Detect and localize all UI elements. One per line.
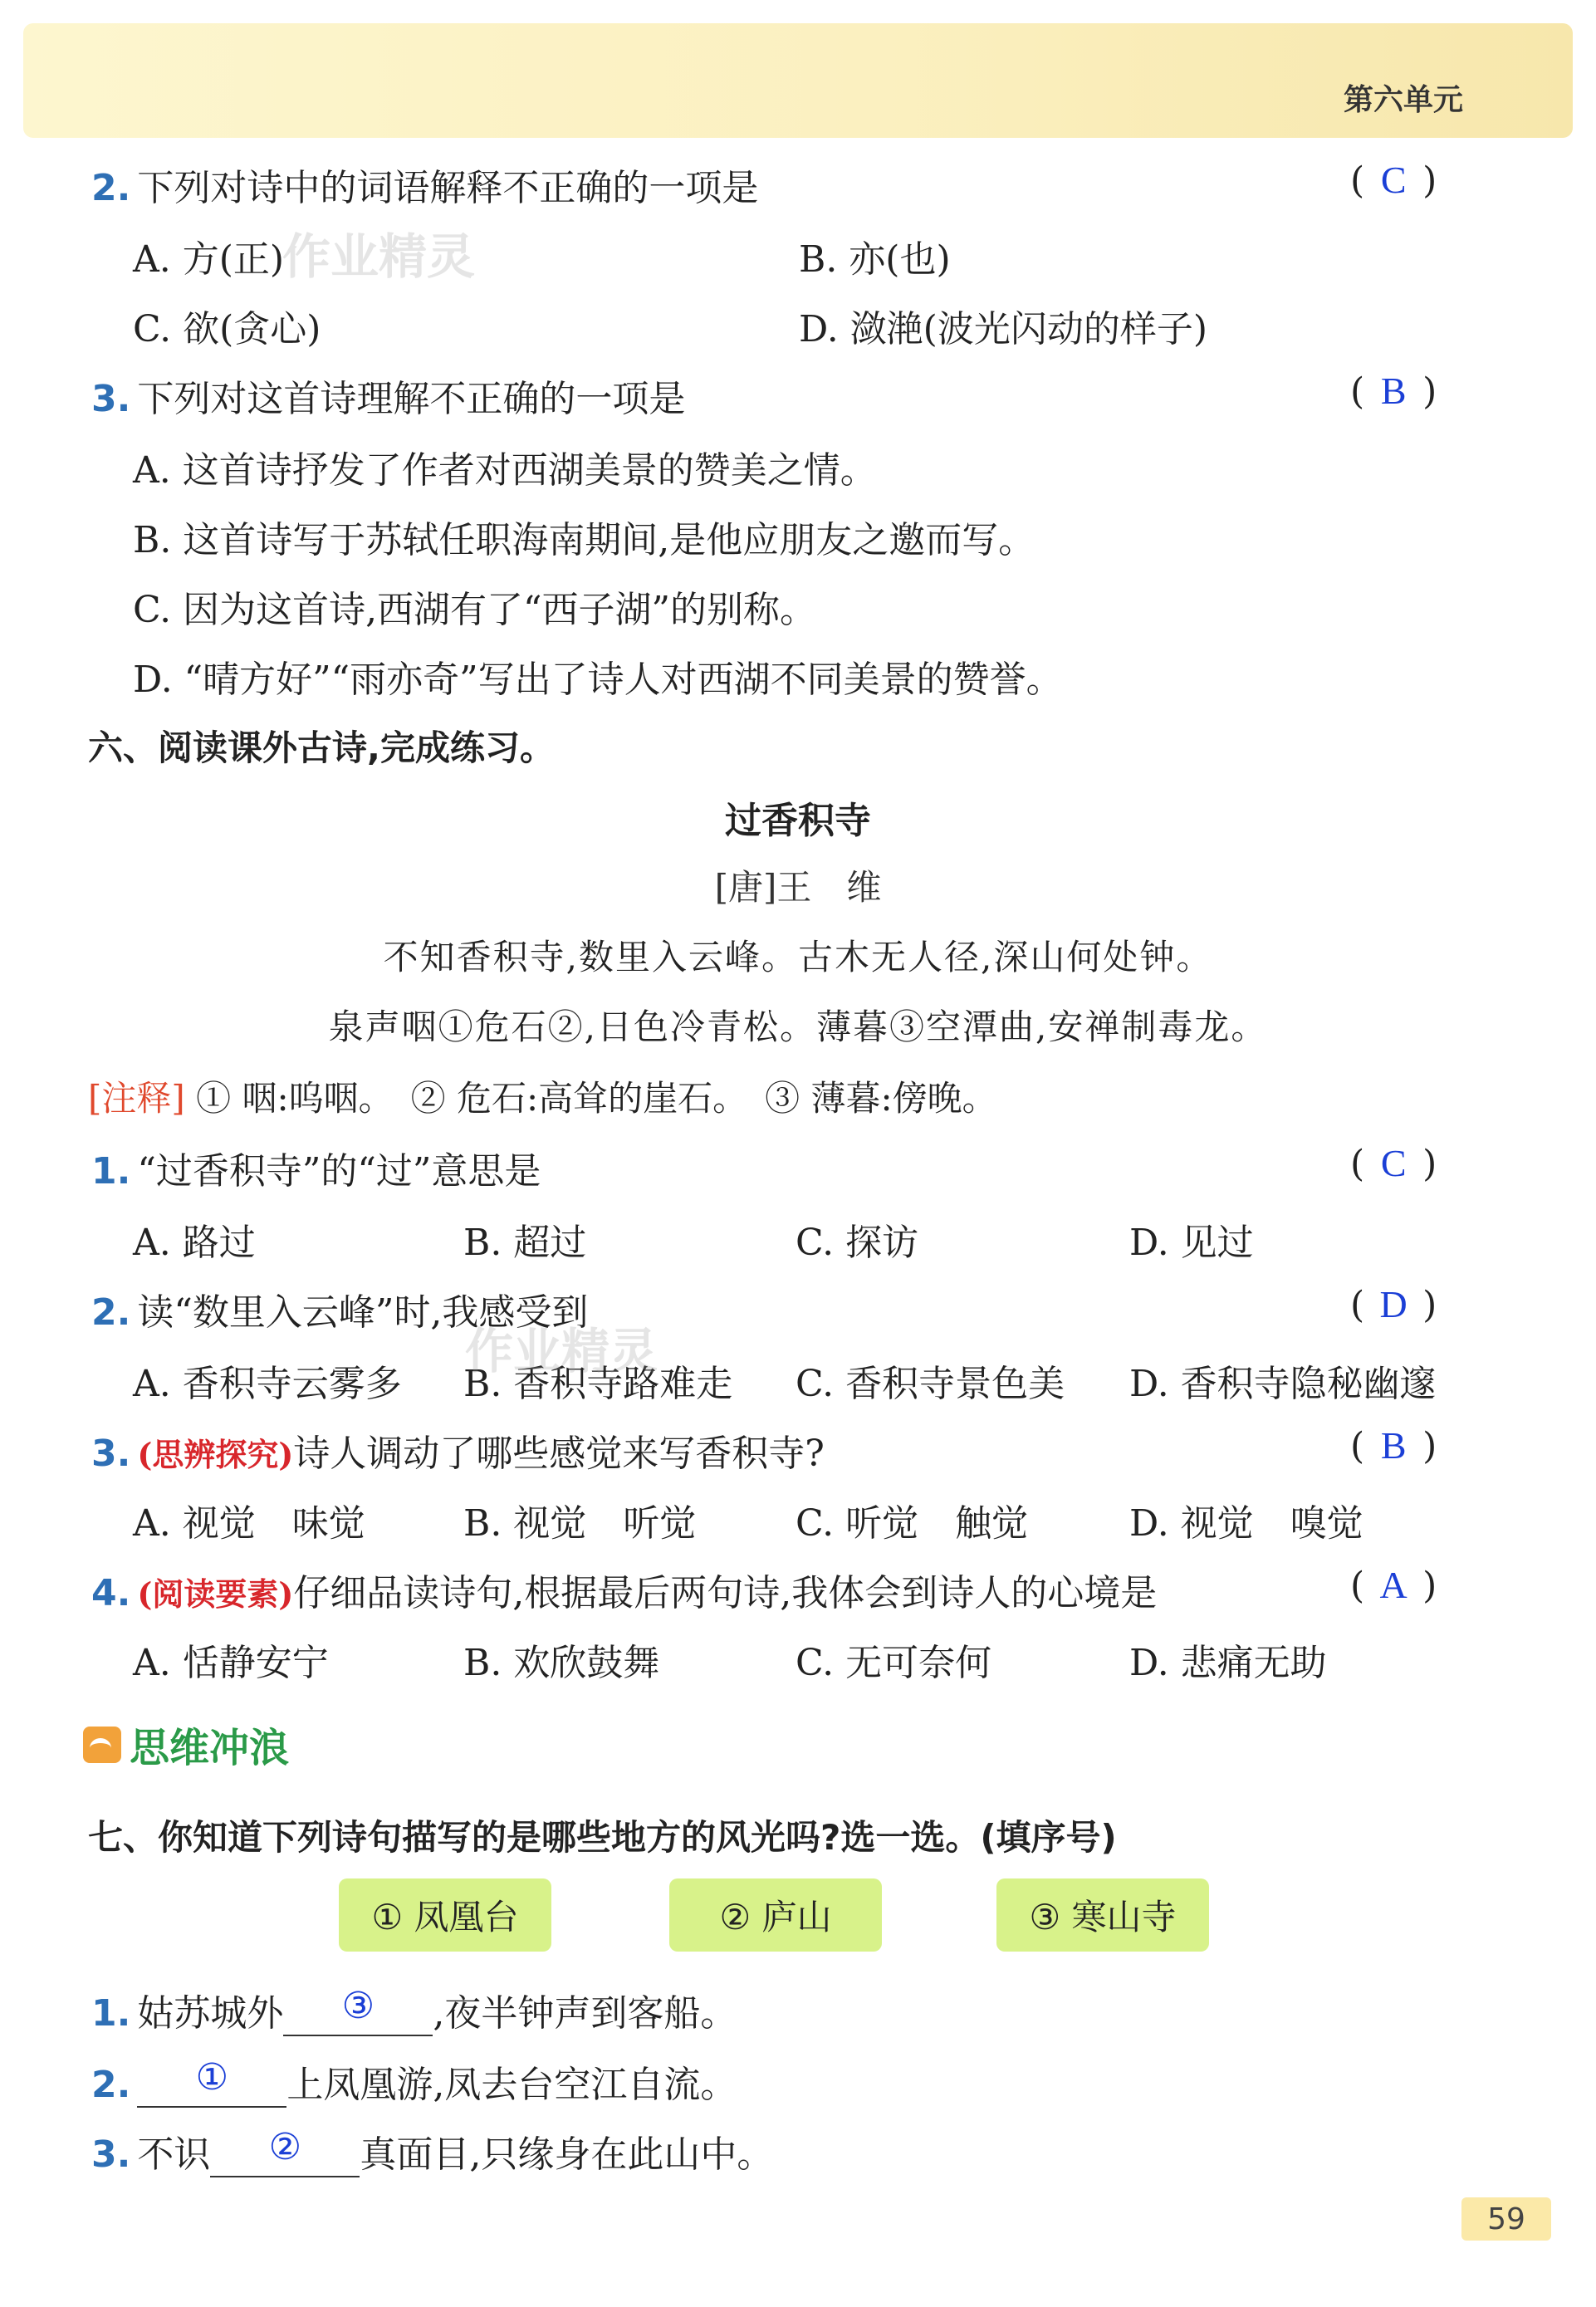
item-after: 真面目,只缘身在此山中。 — [360, 2133, 774, 2176]
poem-notes — [88, 1071, 997, 1121]
choice-chip: ① 凤凰台 — [339, 1878, 551, 1952]
fill-blank[interactable] — [283, 1985, 433, 2036]
option: C. 无可奈何 — [796, 1642, 992, 1684]
watermark: 作业精灵 — [282, 228, 476, 285]
item-after: ,夜半钟声到客船。 — [433, 1992, 737, 2035]
answer: B — [1380, 370, 1407, 412]
s6-question-4 — [91, 1563, 1157, 1616]
item-number: 2. — [91, 2064, 131, 2106]
poem-line: 不知香积寺,数里入云峰。古木无人径,深山何处钟。 — [383, 937, 1213, 977]
option: B. 超过 — [463, 1222, 587, 1264]
question-tag: (阅读要素) — [137, 1575, 294, 1613]
question-number: 1. — [91, 1150, 131, 1193]
item-number: 3. — [91, 2133, 131, 2176]
option: A. 恬静安宁 — [133, 1642, 329, 1684]
blank-answer: ② — [268, 2126, 302, 2168]
question-tag: (思辨探究) — [137, 1436, 294, 1473]
question-number: 4. — [91, 1572, 131, 1614]
option: B. 亦(也) — [799, 238, 951, 281]
section-6-title: 六、阅读课外古诗,完成练习。 — [88, 727, 555, 768]
page-number: 59 — [1461, 2197, 1551, 2241]
option: D. 香积寺隐秘幽邃 — [1129, 1363, 1437, 1405]
option: B. 欢欣鼓舞 — [463, 1642, 660, 1684]
item-number: 1. — [91, 1992, 131, 2035]
header-band — [23, 23, 1573, 138]
option: C. 因为这首诗,西湖有了“西子湖”的别称。 — [133, 589, 817, 631]
question-number: 3. — [91, 1433, 131, 1475]
question-text: “过香积寺”的“过”意思是 — [137, 1150, 541, 1193]
option: D. “晴方好”“雨亦奇”写出了诗人对西湖不同美景的赞誉。 — [133, 659, 1063, 701]
option: B. 视觉 听觉 — [463, 1502, 697, 1545]
question-number: 2. — [91, 1291, 131, 1334]
option: C. 听觉 触觉 — [796, 1502, 1029, 1545]
s7-item-2 — [91, 2055, 737, 2108]
answer-box[interactable]: ( D ) — [1350, 1283, 1437, 1326]
question-text: 诗人调动了哪些感觉来写香积寺? — [293, 1433, 825, 1475]
answer-box[interactable]: ( B ) — [1350, 370, 1437, 413]
item-after: 上凤凰游,凤去台空江自流。 — [286, 2064, 737, 2106]
answer-box[interactable]: ( B ) — [1350, 1424, 1437, 1467]
note-tag: [注释] — [88, 1078, 185, 1119]
fill-blank[interactable] — [137, 2056, 286, 2108]
option: D. 悲痛无助 — [1129, 1642, 1327, 1684]
option: C. 探访 — [796, 1222, 919, 1264]
blank-answer: ① — [195, 2056, 229, 2099]
fill-blank[interactable] — [210, 2126, 360, 2177]
answer: C — [1380, 159, 1407, 201]
option: B. 香积寺路难走 — [463, 1363, 733, 1405]
option: B. 这首诗写于苏轼任职海南期间,是他应朋友之邀而写。 — [133, 519, 1035, 561]
answer-box[interactable]: ( C ) — [1350, 1142, 1437, 1185]
note-text: ① 咽:呜咽。 ② 危石:高耸的崖石。 ③ 薄暮:傍晚。 — [196, 1078, 997, 1119]
wave-icon — [83, 1727, 121, 1763]
answer-box[interactable]: ( C ) — [1350, 159, 1437, 202]
unit-label: 第六单元 — [1343, 83, 1463, 117]
item-before: 不识 — [137, 2133, 211, 2176]
option: C. 欲(贪心) — [133, 308, 321, 350]
option: A. 香积寺云雾多 — [133, 1363, 402, 1405]
poem-line: 泉声咽①危石②,日色冷青松。薄暮③空潭曲,安禅制毒龙。 — [328, 1007, 1268, 1047]
poem-title: 过香积寺 — [725, 800, 871, 842]
watermark: 作业精灵 — [465, 1323, 658, 1379]
question-text: 下列对诗中的词语解释不正确的一项是 — [137, 167, 759, 209]
question-2a — [91, 158, 758, 211]
answer: A — [1379, 1564, 1408, 1606]
answer: B — [1380, 1424, 1407, 1467]
answer: C — [1380, 1142, 1407, 1184]
section-7-title: 七、你知道下列诗句描写的是哪些地方的风光吗?选一选。(填序号) — [88, 1817, 1117, 1858]
s6-question-1 — [91, 1141, 541, 1194]
choice-chip: ② 庐山 — [669, 1878, 882, 1952]
option: A. 路过 — [133, 1222, 256, 1264]
answer-box[interactable]: ( A ) — [1350, 1564, 1437, 1607]
question-number: 3. — [91, 378, 131, 420]
option: A. 方(正) — [133, 238, 285, 281]
question-text: 读“数里入云峰”时,我感受到 — [137, 1291, 589, 1334]
s6-question-3 — [91, 1423, 825, 1477]
thinking-label: 思维冲浪 — [130, 1725, 290, 1771]
question-3a — [91, 369, 685, 422]
item-before: 姑苏城外 — [137, 1992, 284, 2035]
blank-answer: ③ — [341, 1985, 375, 2027]
option: C. 香积寺景色美 — [796, 1363, 1065, 1405]
option: D. 视觉 嗅觉 — [1129, 1502, 1363, 1545]
s7-item-3 — [91, 2124, 773, 2177]
choice-chip: ③ 寒山寺 — [996, 1878, 1209, 1952]
option: D. 潋滟(波光闪动的样子) — [799, 308, 1208, 350]
option: A. 这首诗抒发了作者对西湖美景的赞美之情。 — [133, 449, 877, 492]
s7-item-1 — [91, 1983, 737, 2036]
answer: D — [1379, 1283, 1408, 1325]
question-text: 下列对这首诗理解不正确的一项是 — [137, 378, 686, 420]
question-text: 仔细品读诗句,根据最后两句诗,我体会到诗人的心境是 — [293, 1572, 1158, 1614]
option: D. 见过 — [1129, 1222, 1254, 1264]
option: A. 视觉 味觉 — [133, 1502, 365, 1545]
question-number: 2. — [91, 167, 131, 209]
poem-author: [唐]王 维 — [714, 867, 882, 908]
thinking-header — [83, 1716, 289, 1773]
